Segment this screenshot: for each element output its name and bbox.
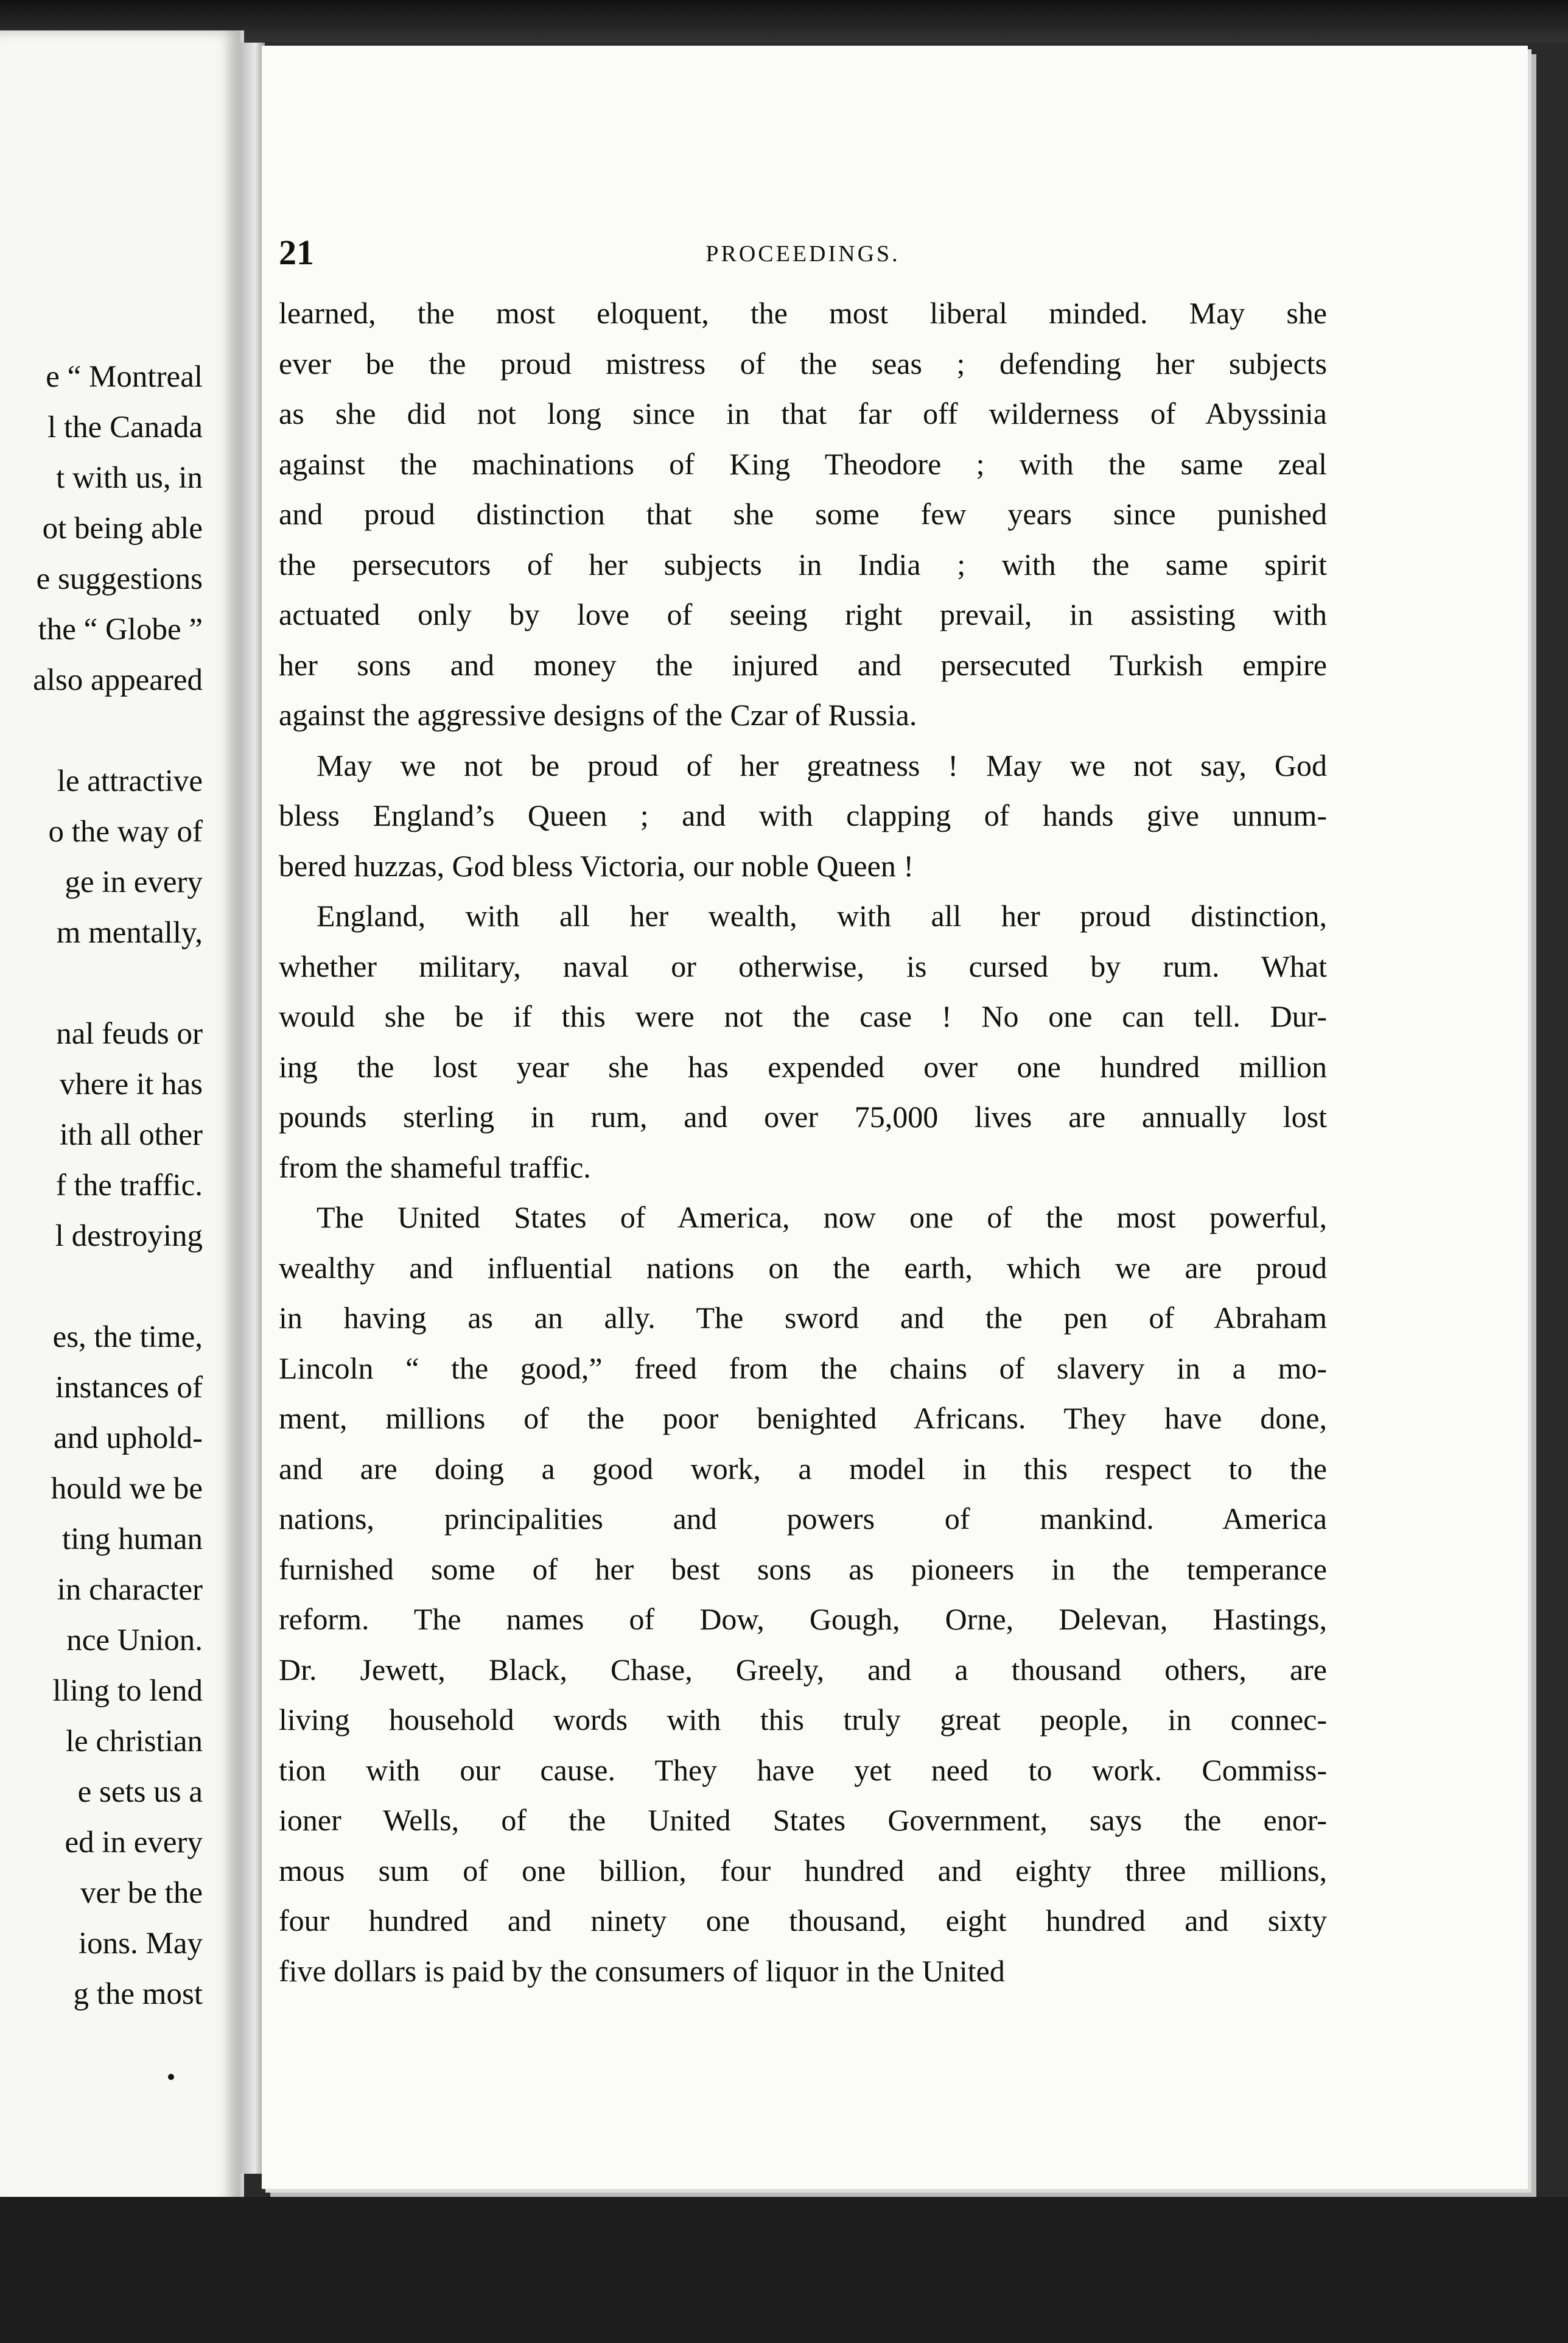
left-page-text	[0, 352, 203, 2020]
text-line: against the machinations of King Theodore ; with the same zeal	[279, 446, 1327, 481]
left-page-line	[0, 1262, 203, 1312]
paragraph	[279, 740, 1327, 891]
text-line: pounds sterling in rum, and over 75,000 lives are annually lost	[279, 1100, 1327, 1134]
left-page-line: ver be the	[80, 1876, 203, 1910]
text-line: bered huzzas, God bless Victoria, our noble Queen !	[279, 848, 914, 883]
text-line: tion with our cause. They have yet need to work. Commiss-	[279, 1752, 1327, 1787]
left-page-line: ge in every	[65, 865, 203, 899]
text-line: Lincoln “ the good,” freed from the chains of slavery in a mo-	[279, 1351, 1327, 1385]
left-page-line: ting human	[62, 1522, 203, 1556]
text-line: four hundred and ninety one thousand, eight hundred and sixty	[279, 1903, 1327, 1937]
text-line: furnished some of her best sons as pioneers in the temperance	[279, 1551, 1327, 1586]
text-line: would she be if this were not the case ! No one can tell. Dur-	[279, 999, 1327, 1033]
left-page-line: g the most	[73, 1977, 203, 2011]
left-page-line: e “ Montreal	[46, 360, 203, 394]
text-line: against the aggressive designs of the Czar of Russia.	[279, 698, 917, 732]
left-page-line: the “ Globe ”	[38, 613, 203, 647]
left-page-line: nal feuds or	[56, 1017, 203, 1051]
text-line: five dollars is paid by the consumers of liquor in the United	[279, 1953, 1005, 1988]
text-line: living household words with this truly great people, in connec-	[279, 1702, 1327, 1737]
left-page-line: m mentally,	[56, 916, 203, 950]
text-line: ioner Wells, of the United States Government, says the enor-	[279, 1803, 1327, 1837]
text-line: her sons and money the injured and persecuted Turkish empire	[279, 647, 1327, 682]
text-line: ing the lost year she has expended over one hundred million	[279, 1049, 1327, 1084]
text-line: mous sum of one billion, four hundred and eighty three millions,	[279, 1853, 1327, 1888]
text-line: nations, principalities and powers of mankind. America	[279, 1502, 1327, 1536]
left-page-line: es, the time,	[52, 1320, 203, 1354]
left-page-line: vhere it has	[59, 1067, 203, 1101]
left-page-line: instances of	[55, 1371, 203, 1405]
left-page-line: and uphold-	[53, 1421, 203, 1455]
text-line: The United States of America, now one of the most powerful,	[317, 1200, 1327, 1234]
right-page	[262, 46, 1528, 2189]
left-page-line: nce Union.	[66, 1623, 203, 1657]
text-line: ever be the proud mistress of the seas ; defending her subjects	[279, 346, 1327, 381]
text-line: Dr. Jewett, Black, Chase, Greely, and a thousand others, are	[279, 1652, 1327, 1687]
left-page-line	[0, 706, 203, 756]
text-line: actuated only by love of seeing right prevail, in assisting with	[279, 597, 1327, 631]
left-page-line: e suggestions	[36, 562, 203, 596]
left-page-line: ith all other	[59, 1118, 203, 1152]
left-page-line: ed in every	[65, 1825, 203, 1860]
left-page-line: hould we be	[51, 1472, 203, 1506]
left-page-line: l the Canada	[47, 410, 203, 444]
left-page-line: t with us, in	[56, 461, 203, 495]
left-page-line: lling to lend	[52, 1674, 203, 1708]
text-line: as she did not long since in that far off wilderness of Abyssinia	[279, 396, 1327, 430]
left-page-line: ions. May	[79, 1927, 203, 1961]
text-line: England, with all her wealth, with all her proud distinction,	[317, 899, 1327, 933]
left-page-line: le attractive	[57, 764, 203, 798]
text-line: wealthy and influential nations on the earth, which we are proud	[279, 1250, 1327, 1285]
left-page-mark	[168, 2074, 174, 2080]
paragraph	[279, 891, 1327, 1192]
text-line: and are doing a good work, a model in this respect to the	[279, 1451, 1327, 1486]
text-line: ment, millions of the poor benighted Africans. They have done,	[279, 1401, 1327, 1435]
text-line: the persecutors of her subjects in India ; with the same spirit	[279, 547, 1327, 581]
left-page	[0, 30, 244, 2216]
text-line: whether military, naval or otherwise, is cursed by rum. What	[279, 949, 1327, 983]
text-line: in having as an ally. The sword and the pen of Abraham	[279, 1301, 1327, 1335]
text-line: and proud distinction that she some few years since punished	[279, 497, 1327, 531]
text-line: bless England’s Queen ; and with clapping of hands give unnum-	[279, 798, 1327, 832]
paragraph	[279, 288, 1327, 740]
page-number: 21	[279, 233, 314, 272]
left-page-line: ot being able	[42, 511, 203, 546]
left-page-line: also appeared	[33, 663, 203, 697]
text-line: learned, the most eloquent, the most liberal minded. May she	[279, 296, 1327, 330]
text-line: reform. The names of Dow, Gough, Orne, Delevan, Hastings,	[279, 1602, 1327, 1636]
scanner-background-bottom	[0, 2197, 1568, 2343]
body-text	[279, 288, 1327, 1996]
left-page-line: in character	[57, 1573, 203, 1607]
page-gutter	[240, 43, 265, 2174]
page-header	[279, 232, 1327, 288]
left-page-line: l destroying	[55, 1219, 203, 1253]
left-page-line: e sets us a	[77, 1775, 203, 1809]
left-page-line	[0, 958, 203, 1009]
left-page-line: f the traffic.	[55, 1168, 203, 1203]
text-line: from the shameful traffic.	[279, 1150, 591, 1184]
left-page-line: o the way of	[48, 815, 203, 849]
page-content	[279, 232, 1327, 1996]
paragraph	[279, 1192, 1327, 1996]
running-head: PROCEEDINGS.	[705, 241, 900, 267]
text-line: May we not be proud of her greatness ! May we not say, God	[317, 748, 1327, 782]
left-page-line: le christian	[65, 1724, 203, 1758]
